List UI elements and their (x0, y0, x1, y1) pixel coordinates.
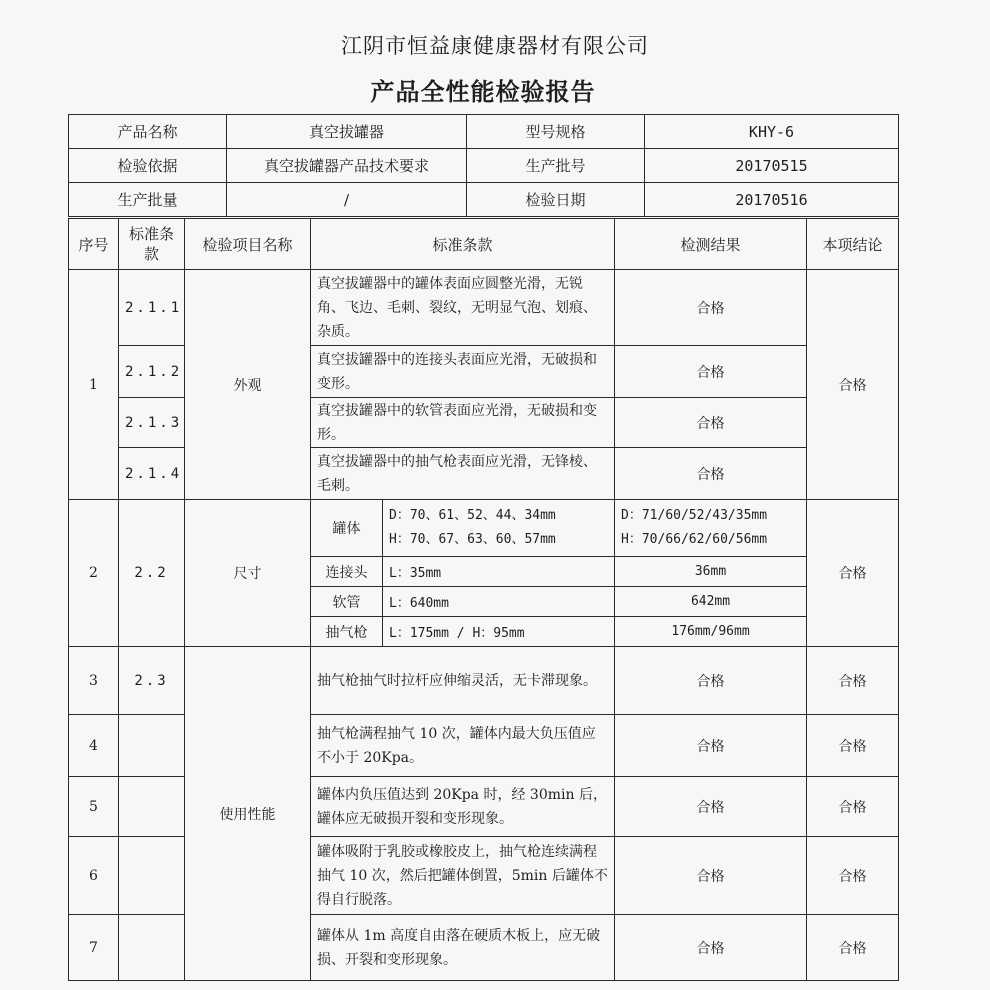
dimension-spec (383, 500, 615, 557)
info-row (69, 115, 899, 149)
standard-cell: 抽气枪满程抽气 10 次，罐体内最大负压值应不小于 20Kpa。 (311, 715, 615, 777)
seq-cell: 3 (69, 647, 119, 715)
dimension-result-line: D：71/60/52/43/35mm (621, 508, 768, 523)
info-value: 20170516 (645, 183, 899, 217)
dimension-spec: L：640mm (383, 587, 615, 617)
standard-cell: 罐体从 1m 高度自由落在硬质木板上，应无破损、开裂和变形现象。 (311, 915, 615, 981)
dimension-part: 软管 (311, 587, 383, 617)
result-cell: 合格 (615, 915, 807, 981)
dimension-result (615, 500, 807, 557)
info-row (69, 149, 899, 183)
result-cell: 合格 (615, 777, 807, 837)
seq-cell: 7 (69, 915, 119, 981)
info-label: 型号规格 (467, 115, 645, 149)
conclusion-cell: 合格 (807, 777, 899, 837)
clause-cell: 2.1.4 (119, 448, 185, 500)
seq-cell: 6 (69, 837, 119, 915)
item-cell: 尺寸 (185, 500, 311, 647)
clause-cell (119, 915, 185, 981)
clause-cell: 2.1.1 (119, 270, 185, 346)
result-cell: 合格 (615, 448, 807, 500)
table-row (69, 647, 899, 715)
info-label: 产品名称 (69, 115, 227, 149)
seq-cell: 4 (69, 715, 119, 777)
item-cell: 使用性能 (185, 647, 311, 981)
conclusion-cell: 合格 (807, 715, 899, 777)
clause-cell: 2.1.2 (119, 346, 185, 398)
table-row (69, 270, 899, 346)
info-row (69, 183, 899, 217)
info-value: / (227, 183, 467, 217)
conclusion-cell: 合格 (807, 500, 899, 647)
conclusion-cell: 合格 (807, 915, 899, 981)
clause-cell (119, 777, 185, 837)
info-label: 检验日期 (467, 183, 645, 217)
info-value: 真空拔罐器产品技术要求 (227, 149, 467, 183)
inspection-table (68, 218, 899, 981)
dimension-part: 连接头 (311, 557, 383, 587)
seq-cell: 2 (69, 500, 119, 647)
standard-cell: 抽气枪抽气时拉杆应伸缩灵活，无卡滞现象。 (311, 647, 615, 715)
column-header: 检验项目名称 (185, 219, 311, 270)
info-table (68, 114, 899, 217)
result-cell: 合格 (615, 398, 807, 448)
conclusion-cell: 合格 (807, 270, 899, 500)
clause-cell: 2.3 (119, 647, 185, 715)
standard-cell: 真空拔罐器中的软管表面应光滑，无破损和变形。 (311, 398, 615, 448)
dimension-spec: L：35mm (383, 557, 615, 587)
info-value: 真空拔罐器 (227, 115, 467, 149)
result-cell: 合格 (615, 715, 807, 777)
dimension-part: 罐体 (311, 500, 383, 557)
dimension-spec: L：175mm / H：95mm (383, 617, 615, 647)
item-cell: 外观 (185, 270, 311, 500)
dimension-spec-line: H：70、67、63、60、57mm (389, 532, 556, 547)
clause-cell: 2.2 (119, 500, 185, 647)
seq-cell: 5 (69, 777, 119, 837)
seq-cell: 1 (69, 270, 119, 500)
dimension-result: 36mm (615, 557, 807, 587)
result-cell: 合格 (615, 270, 807, 346)
dimension-result-line: H：70/66/62/60/56mm (621, 532, 768, 547)
dimension-result: 176mm/96mm (615, 617, 807, 647)
info-label: 生产批量 (69, 183, 227, 217)
dimension-result: 642mm (615, 587, 807, 617)
result-cell: 合格 (615, 647, 807, 715)
clause-cell: 2.1.3 (119, 398, 185, 448)
dimension-spec-line: D：70、61、52、44、34mm (389, 508, 556, 523)
column-header: 标准条款 (119, 219, 185, 270)
company-name: 江阴市恒益康健康器材有限公司 (341, 34, 649, 58)
table-row (69, 500, 899, 557)
result-cell: 合格 (615, 837, 807, 915)
report-title: 产品全性能检验报告 (370, 78, 596, 106)
result-cell: 合格 (615, 346, 807, 398)
column-header-row (69, 219, 899, 270)
info-value: KHY-6 (645, 115, 899, 149)
clause-cell (119, 715, 185, 777)
column-header: 检测结果 (615, 219, 807, 270)
column-header: 标准条款 (311, 219, 615, 270)
standard-cell: 真空拔罐器中的罐体表面应圆整光滑，无锐角、飞边、毛刺、裂纹，无明显气泡、划痕、杂质。 (311, 270, 615, 346)
dimension-part: 抽气枪 (311, 617, 383, 647)
column-header: 本项结论 (807, 219, 899, 270)
info-value: 20170515 (645, 149, 899, 183)
standard-cell: 罐体内负压值达到 20Kpa 时，经 30min 后，罐体应无破损开裂和变形现象。 (311, 777, 615, 837)
conclusion-cell: 合格 (807, 837, 899, 915)
conclusion-cell: 合格 (807, 647, 899, 715)
clause-cell (119, 837, 185, 915)
info-label: 生产批号 (467, 149, 645, 183)
info-label: 检验依据 (69, 149, 227, 183)
standard-cell: 真空拔罐器中的连接头表面应光滑，无破损和变形。 (311, 346, 615, 398)
standard-cell: 罐体吸附于乳胶或橡胶皮上，抽气枪连续满程抽气 10 次，然后把罐体倒置，5min 后罐体不得自行脱落。 (311, 837, 615, 915)
standard-cell: 真空拔罐器中的抽气枪表面应光滑，无锋棱、毛刺。 (311, 448, 615, 500)
column-header: 序号 (69, 219, 119, 270)
